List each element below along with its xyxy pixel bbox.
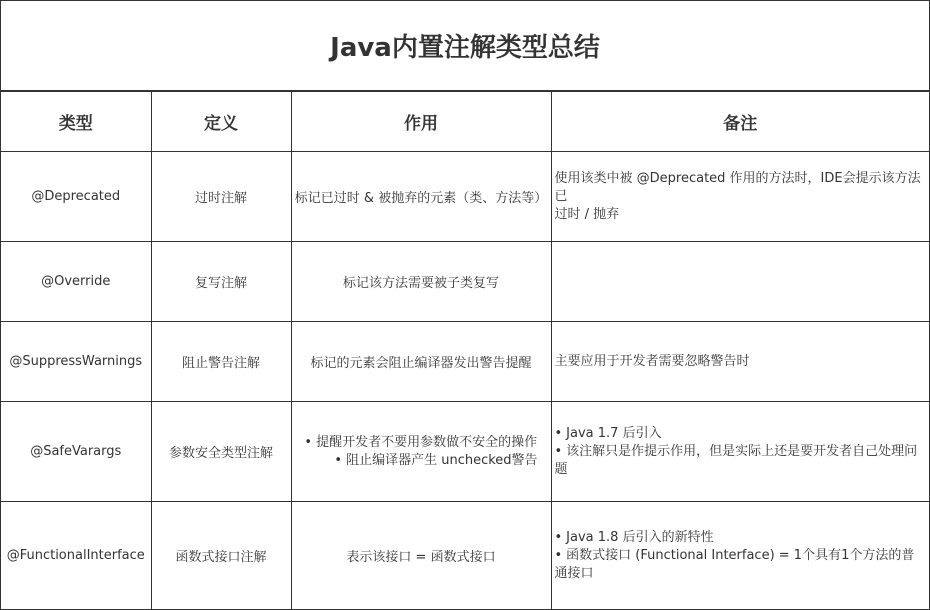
cell-usage: 标记已过时 & 被抛弃的元素（类、方法等） [291,152,551,242]
usage-bullet-list [304,434,537,470]
header-row [1,92,929,152]
bullet-icon: • [554,529,563,545]
header-definition: 定义 [151,92,291,152]
list-item: • Java 1.7 后引入 [554,425,662,441]
annotation-table [1,91,929,610]
cell-definition: 过时注解 [151,152,291,242]
cell-usage: 表示该接口 = 函数式接口 [291,502,551,610]
page-title: Java内置注解类型总结 [1,1,929,91]
cell-usage: 标记该方法需要被子类复写 [291,242,551,322]
cell-type: @SuppressWarnings [1,322,151,402]
cell-type: @Override [1,242,151,322]
cell-note [551,502,929,610]
bullet-icon: • [304,434,313,450]
bullet-icon: • [554,425,563,441]
header-note: 备注 [551,92,929,152]
table-row [1,402,929,502]
cell-definition: 函数式接口注解 [151,502,291,610]
list-item: • 该注解只是作提示作用，但是实际上还是要开发者自己处理问题 [554,443,918,477]
bullet-icon: • [554,547,563,563]
header-type: 类型 [1,92,151,152]
note-line: 使用该类中被 @Deprecated 作用的方法时，IDE会提示该方法已 [554,170,921,204]
cell-note [551,152,929,242]
list-item: • Java 1.8 后引入的新特性 [554,529,714,545]
note-line: 过时 / 抛弃 [554,206,620,222]
cell-note: 主要应用于开发者需要忽略警告时 [551,322,929,402]
cell-usage: 标记的元素会阻止编译器发出警告提醒 [291,322,551,402]
cell-usage [291,402,551,502]
table-row [1,152,929,242]
bullet-icon: • [554,443,563,459]
cell-definition: 阻止警告注解 [151,322,291,402]
cell-type: @FunctionalInterface [1,502,151,610]
cell-definition: 复写注解 [151,242,291,322]
list-item: • 阻止编译器产生 unchecked警告 [334,452,538,468]
list-item: • 函数式接口 (Functional Interface) = 1个具有1个方法的普通接口 [554,547,915,581]
cell-type: @SafeVarargs [1,402,151,502]
cell-definition: 参数安全类型注解 [151,402,291,502]
table-row [1,242,929,322]
table-row [1,502,929,610]
table-row [1,322,929,402]
cell-note [551,402,929,502]
list-item: • 提醒开发者不要用参数做不安全的操作 [304,434,538,450]
header-usage: 作用 [291,92,551,152]
bullet-icon: • [334,452,343,468]
cell-type: @Deprecated [1,152,151,242]
cell-note [551,242,929,322]
